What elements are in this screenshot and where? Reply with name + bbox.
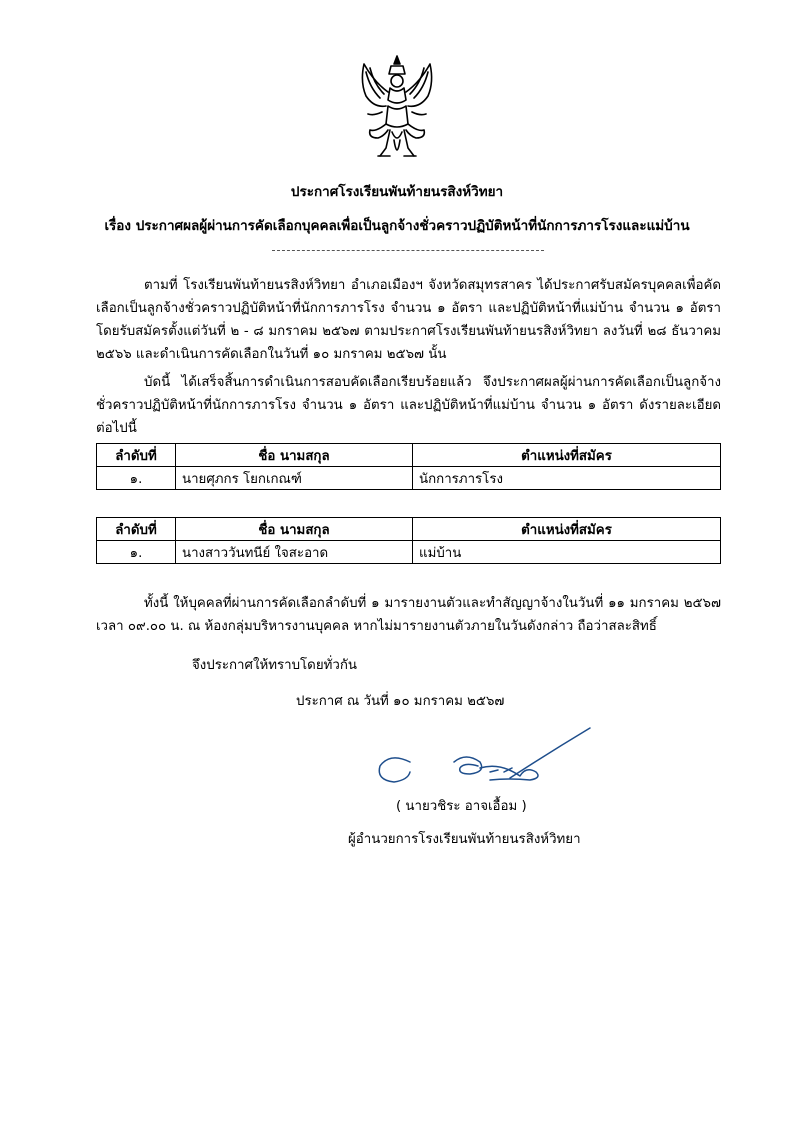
table-row xyxy=(97,467,721,490)
janitor-table xyxy=(96,443,721,490)
cell-no: ๑. xyxy=(97,467,176,490)
paragraph-result xyxy=(96,371,721,440)
cell-name: นางสาววันทนีย์ ใจสะอาด xyxy=(176,541,413,564)
cell-name: นายศุภกร โยกเกณฑ์ xyxy=(176,467,413,490)
housekeeper-table xyxy=(96,517,721,564)
paragraph-result-text: บัดนี้ ได้เสร็จสิ้นการดำเนินการสอบคัดเลือกเรียบร้อยแล้ว จึงประกาศผลผู้ผ่านการคัดเลือกเป็นลูกจ้างชั่วคราวปฏิบัติหน้าที่นักการภารโรง จำนวน ๑ อัตรา และปฏิบัติหน้าที่แม่บ้าน จำนวน ๑ อัตรา ดังรายละเอียดต่อไปนี้ xyxy=(96,375,721,436)
header-position: ตำแหน่งที่สมัคร xyxy=(413,518,721,541)
header-no: ลำดับที่ xyxy=(97,518,176,541)
header-name: ชื่อ นามสกุล xyxy=(176,444,413,467)
paragraph-background-text: ตามที่ โรงเรียนพันท้ายนรสิงห์วิทยา อำเภอเมืองฯ จังหวัดสมุทรสาคร ได้ประกาศรับสมัครบุคคลเพื่อคัดเลือกเป็นลูกจ้างชั่วคราวปฏิบัติหน้าที่นักการภารโรง จำนวน ๑ อัตรา และปฏิบัติหน้าที่แม่บ้าน จำนวน ๑ อัตรา โดยรับสมัครตั้งแต่วันที่ ๒ - ๘ มกราคม ๒๕๖๗ ตามประกาศโรงเรียนพันท้ายนรสิงห์วิทยา ลงวันที่ ๒๘ ธันวาคม ๒๕๖๖ และดำเนินการคัดเลือกในวันที่ ๑๐ มกราคม ๒๕๖๗ นั้น xyxy=(96,278,721,362)
garuda-emblem-icon xyxy=(350,52,444,164)
paragraph-background xyxy=(96,274,721,366)
cell-position: แม่บ้าน xyxy=(413,541,721,564)
divider xyxy=(272,250,544,251)
header-name: ชื่อ นามสกุล xyxy=(176,518,413,541)
cell-position: นักการภารโรง xyxy=(413,467,721,490)
table-header-row xyxy=(97,444,721,467)
paragraph-report-text: ทั้งนี้ ให้บุคคลที่ผ่านการคัดเลือกลำดับที่ ๑ มารายงานตัวและทำสัญญาจ้างในวันที่ ๑๑ มกราคม ๒๕๖๗ เวลา ๐๙.๐๐ น. ณ ห้องกลุ่มบริหารงานบุคคล หากไม่มารายงานตัวภายในวันดังกล่าว ถือว่าสละสิทธิ์ xyxy=(96,596,721,634)
header-position: ตำแหน่งที่สมัคร xyxy=(413,444,721,467)
header-no: ลำดับที่ xyxy=(97,444,176,467)
table-row xyxy=(97,541,721,564)
announcement-title: ประกาศโรงเรียนพันท้ายนรสิงห์วิทยา xyxy=(290,184,504,200)
paragraph-report xyxy=(96,592,721,638)
announcement-date: ประกาศ ณ วันที่ ๑๐ มกราคม ๒๕๖๗ xyxy=(296,694,505,709)
signer-name: ( นายวชิระ อาจเอื้อม ) xyxy=(396,799,527,814)
cell-no: ๑. xyxy=(97,541,176,564)
signature-image xyxy=(370,722,600,792)
table-header-row xyxy=(97,518,721,541)
signer-position: ผู้อำนวยการโรงเรียนพันท้ายนรสิงห์วิทยา xyxy=(348,832,581,847)
announcement-subject: เรื่อง ประกาศผลผู้ผ่านการคัดเลือกบุคคลเพื่อเป็นลูกจ้างชั่วคราวปฏิบัติหน้าที่นักการภารโรงและแม่บ้าน xyxy=(104,218,690,234)
closing-statement: จึงประกาศให้ทราบโดยทั่วกัน xyxy=(192,658,357,673)
